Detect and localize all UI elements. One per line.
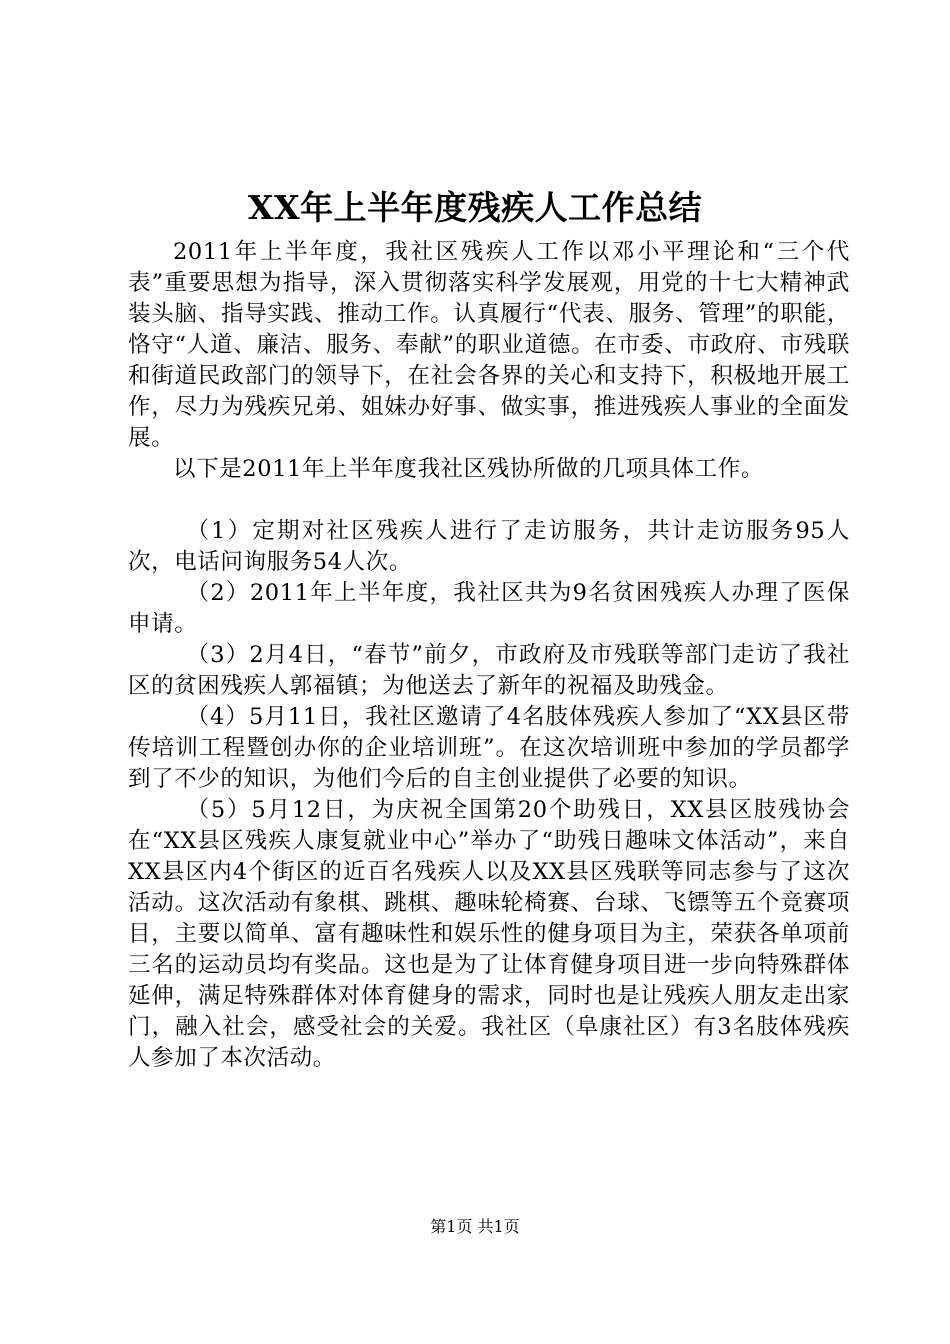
paragraph-spacer	[128, 485, 850, 516]
page-footer: 第1页 共1页	[430, 1217, 520, 1236]
intro-paragraph: 以下是2011年上半年度我社区残协所做的几项具体工作。	[173, 456, 764, 482]
work-item: （1）定期对社区残疾人进行了走访服务，共计走访服务95人次，电话问询服务54人次。	[128, 518, 850, 575]
work-item: （3）2月4日，“春节”前夕，市政府及市残联等部门走访了我社区的贫困残疾人郭福镇；为他送去了新年的祝福及助残金。	[128, 642, 850, 699]
work-item: （2）2011年上半年度，我社区共为9名贫困残疾人办理了医保申请。	[128, 580, 850, 637]
work-item: （5）5月12日，为庆祝全国第20个助残日，XX县区肢残协会在“XX县区残疾人康复就业中心”举办了“助残日趣味文体活动”，来自XX县区内4个街区的近百名残疾人以及XX县区残联等同志参与了这次活动。这次活动有象棋、跳棋、趣味轮椅赛、台球、飞镖等五个竞赛项目，主要以简单、富有趣味性和娱乐性的健身项目为主，荣获各单项前三名的运动员均有奖品。这也是为了让体育健身项目进一步向特殊群体延伸，满足特殊群体对体育健身的需求，同时也是让残疾人朋友走出家门，融入社会，感受社会的关爱。我社区（阜康社区）有3名肢体残疾人参加了本次活动。	[128, 797, 850, 1071]
intro-paragraph: 2011年上半年度，我社区残疾人工作以邓小平理论和“三个代表”重要思想为指导，深入贯彻落实科学发展观，用党的十七大精神武装头脑、指导实践、推动工作。认真履行“代表、服务、管理”的职能，恪守“人道、廉洁、服务、奉献”的职业道德。在市委、市政府、市残联和街道民政部门的领导下，在社会各界的关心和支持下，积极地开展工作，尽力为残疾兄弟、姐妹办好事、做实事，推进残疾人事业的全面发展。	[128, 239, 850, 451]
document-title: XX年上半年度残疾人工作总结	[247, 188, 703, 227]
work-item: （4）5月11日，我社区邀请了4名肢体残疾人参加了“XX县区带传培训工程暨创办你的企业培训班”。在这次培训班中参加的学员都学到了不少的知识，为他们今后的自主创业提供了必要的知识。	[128, 704, 850, 792]
document-body	[128, 237, 850, 1074]
